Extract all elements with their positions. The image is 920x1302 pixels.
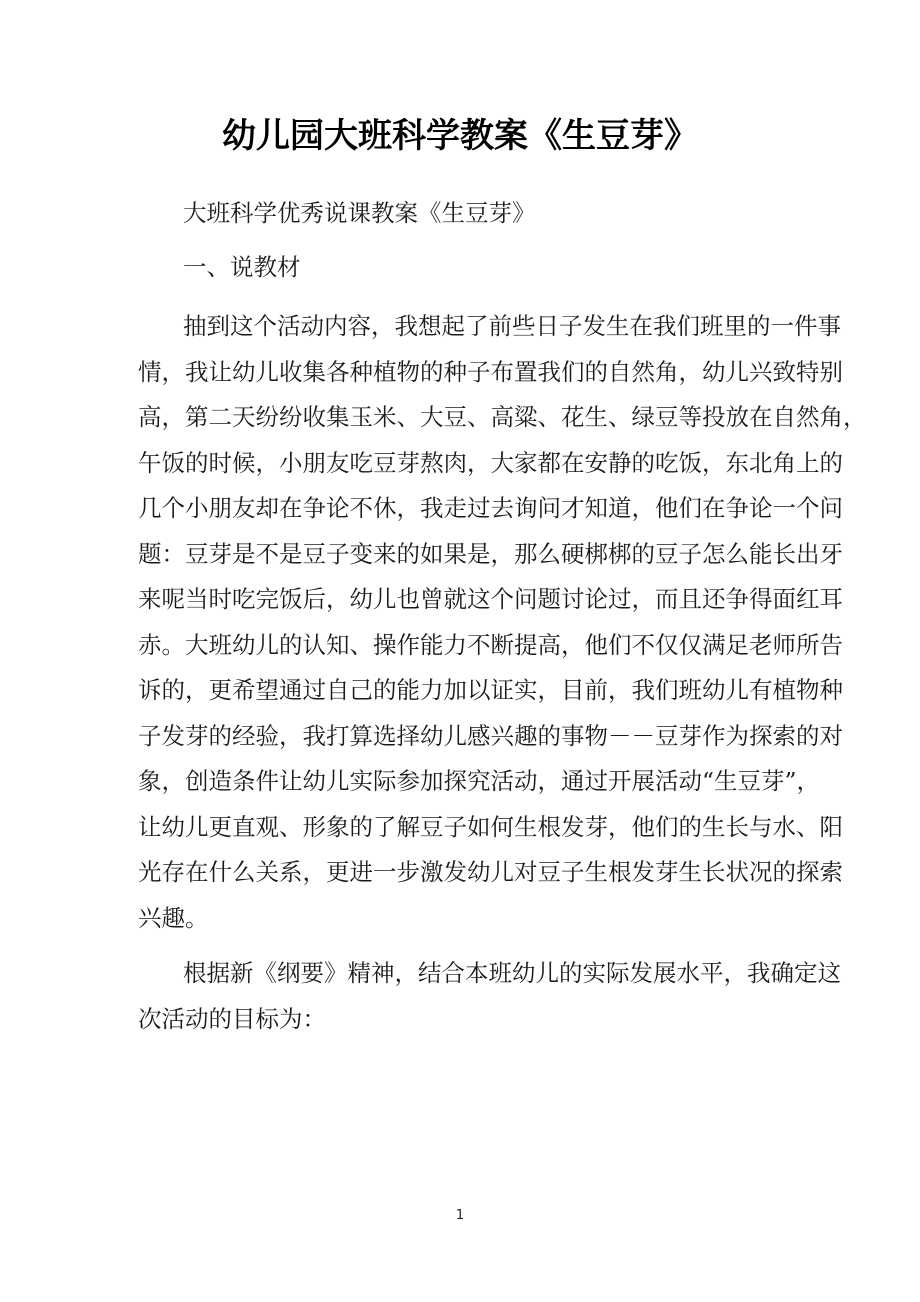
text-line: 赤。大班幼儿的认知、操作能力不断提高，他们不仅仅满足老师所告 xyxy=(138,631,843,659)
text-line: 午饭的时候，小朋友吃豆芽熬肉，大家都在安静的吃饭，东北角上的 xyxy=(138,449,843,477)
text-line: 次活动的目标为： xyxy=(138,1005,326,1033)
text-line: 光存在什么关系，更进一步激发幼儿对豆子生根发芽生长状况的探索 xyxy=(138,858,843,886)
text-line: 来呢当时吃完饭后，幼儿也曾就这个问题讨论过，而且还争得面红耳 xyxy=(138,585,843,613)
text-line: 让幼儿更直观、形象的了解豆子如何生根发芽，他们的生长与水、阳 xyxy=(138,813,843,841)
text-line: 情，我让幼儿收集各种植物的种子布置我们的自然角，幼儿兴致特别 xyxy=(138,358,843,386)
text-line: 根据新《纲要》精神，结合本班幼儿的实际发展水平，我确定这 xyxy=(183,959,841,987)
text-line: 高，第二天纷纷收集玉米、大豆、高粱、花生、绿豆等投放在自然角， xyxy=(138,403,867,431)
section-heading: 一、说教材 xyxy=(183,253,301,281)
text-line: 子发芽的经验，我打算选择幼儿感兴趣的事物－－豆芽作为探索的对 xyxy=(138,722,843,750)
subtitle: 大班科学优秀说课教案《生豆芽》 xyxy=(183,199,536,227)
document-title: 幼儿园大班科学教案《生豆芽》 xyxy=(222,116,698,156)
text-line: 诉的，更希望通过自己的能力加以证实，目前，我们班幼儿有植物种 xyxy=(138,676,843,704)
text-line: 象，创造条件让幼儿实际参加探究活动，通过开展活动“生豆芽”， xyxy=(138,767,821,795)
text-line: 几个小朋友却在争论不休，我走过去询问才知道，他们在争论一个问 xyxy=(138,494,843,522)
text-line: 题：豆芽是不是豆子变来的如果是，那么硬梆梆的豆子怎么能长出牙 xyxy=(138,540,843,568)
text-line: 兴趣。 xyxy=(138,904,209,932)
page-number: 1 xyxy=(455,1208,465,1223)
text-line: 抽到这个活动内容，我想起了前些日子发生在我们班里的一件事 xyxy=(183,312,841,340)
